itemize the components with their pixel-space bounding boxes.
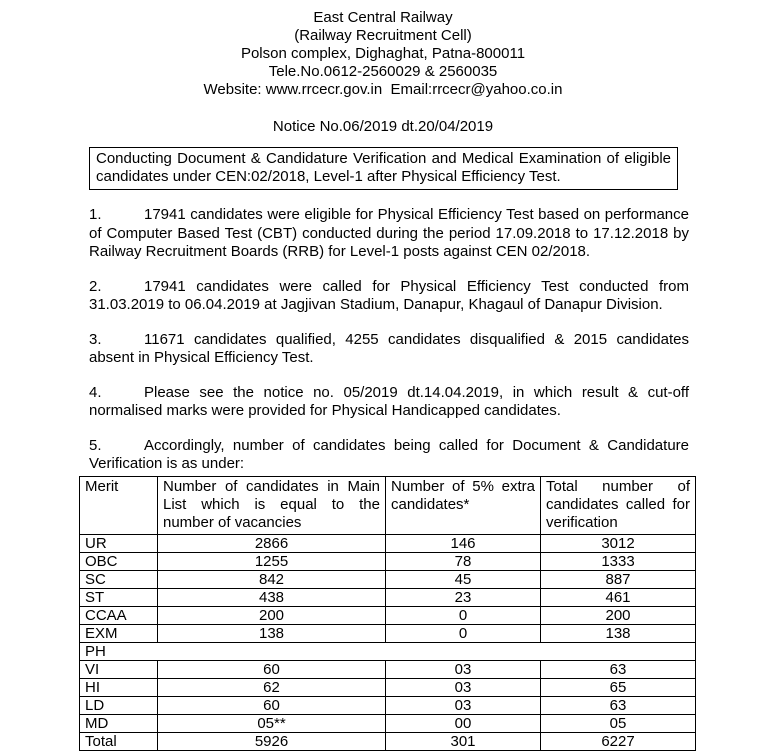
paragraph-5-text: Accordingly, number of candidates being called for Document & Candidature Verification is as under: [89,436,689,472]
cell-extra: 23 [386,588,541,606]
cell-extra: 00 [386,714,541,732]
paragraph-1-text: 17941 candidates were eligible for Physical Efficiency Test based on performance of Computer Based Test (CBT) conducted during the period 17.09.2018 to 17.12.2018 by Railway Recruitment Boards (RRB) for Level-1 posts against CEN 02/2018. [89,206,689,260]
paragraph-5-number: 5. [89,436,102,454]
header-merit: Merit [80,476,158,534]
cell-main-list: 60 [158,696,386,714]
cell-merit: OBC [80,552,158,570]
cell-merit: ST [80,588,158,606]
cell-total: 138 [541,624,696,642]
header-total: Total number of candidates called for verification [541,476,696,534]
cell-main-list: 842 [158,570,386,588]
cell-total: 461 [541,588,696,606]
cell-extra: 03 [386,660,541,678]
cell-total: 887 [541,570,696,588]
cell-extra: 03 [386,696,541,714]
letterhead [0,0,766,99]
cell-extra: 146 [386,534,541,552]
paragraph-1 [89,206,689,262]
cell-main-list: 1255 [158,552,386,570]
cell-total-total: 6227 [541,732,696,750]
cell-extra: 0 [386,624,541,642]
table-row [80,678,696,696]
table-row [80,606,696,624]
paragraph-2-number: 2. [89,277,102,295]
header-extra: Number of 5% extra candidates* [386,476,541,534]
paragraph-1-number: 1. [89,206,102,223]
table-row [80,696,696,714]
verification-table [79,476,696,751]
paragraph-4-text: Please see the notice no. 05/2019 dt.14.04.2019, in which result & cut-off normalised marks were provided for Physical Handicapped candidates. [89,383,689,419]
subject-box [89,147,678,190]
table-row [80,624,696,642]
cell-merit: EXM [80,624,158,642]
paragraph-5 [89,437,689,474]
cell-merit: LD [80,696,158,714]
cell-merit: SC [80,570,158,588]
cell-merit: CCAA [80,606,158,624]
table-row [80,570,696,588]
subject-text: Conducting Document & Candidature Verification and Medical Examination of eligible candidates under CEN:02/2018, Level-1 after Physical Efficiency Test. [96,150,671,185]
paragraph-3-text: 11671 candidates qualified, 4255 candidates disqualified & 2015 candidates absent in Physical Efficiency Test. [89,330,689,366]
cell-extra: 03 [386,678,541,696]
cell-extra: 0 [386,606,541,624]
cell-merit: UR [80,534,158,552]
cell-merit: HI [80,678,158,696]
org-name: East Central Railway [313,9,453,26]
cell-merit-total: Total [80,732,158,750]
cell-main-list: 62 [158,678,386,696]
org-phone: Tele.No.0612-2560029 & 2560035 [268,63,498,80]
table-row-total [80,732,696,750]
cell-main-list: 438 [158,588,386,606]
cell-total: 200 [541,606,696,624]
paragraph-2-text: 17941 candidates were called for Physical Efficiency Test conducted from 31.03.2019 to 06.04.2019 at Jagjivan Stadium, Danapur, Khagaul of Danapur Division. [89,277,689,313]
cell-total: 65 [541,678,696,696]
cell-total: 05 [541,714,696,732]
paragraph-2 [89,278,689,315]
cell-total: 1333 [541,552,696,570]
cell-total: 3012 [541,534,696,552]
notice-body [89,206,689,474]
paragraph-4-number: 4. [89,383,102,401]
cell-main-list: 05** [158,714,386,732]
table-row [80,588,696,606]
org-address: Polson complex, Dighaghat, Patna-800011 [240,45,526,62]
paragraph-3-number: 3. [89,330,102,348]
table-row [80,714,696,732]
cell-main-list: 200 [158,606,386,624]
table-header-row [80,476,696,534]
table-row [80,660,696,678]
cell-main-list-total: 5926 [158,732,386,750]
cell-extra: 45 [386,570,541,588]
cell-extra: 78 [386,552,541,570]
org-website-email: Website: www.rrcecr.gov.in Email:rrcecr@yahoo.co.in [203,81,563,98]
paragraph-4 [89,384,689,421]
cell-main-list: 138 [158,624,386,642]
cell-merit: VI [80,660,158,678]
cell-extra-total: 301 [386,732,541,750]
cell-total: 63 [541,660,696,678]
org-dept: (Railway Recruitment Cell) [294,27,472,44]
cell-total: 63 [541,696,696,714]
cell-ph-section: PH [80,642,696,660]
header-main-list: Number of candidates in Main List which is equal to the number of vacancies [158,476,386,534]
cell-main-list: 2866 [158,534,386,552]
cell-main-list: 60 [158,660,386,678]
table-row [80,534,696,552]
notice-number-line: Notice No.06/2019 dt.20/04/2019 [272,118,494,135]
table-row [80,552,696,570]
paragraph-3 [89,331,689,368]
table-row-ph-section [80,642,696,660]
cell-merit: MD [80,714,158,732]
